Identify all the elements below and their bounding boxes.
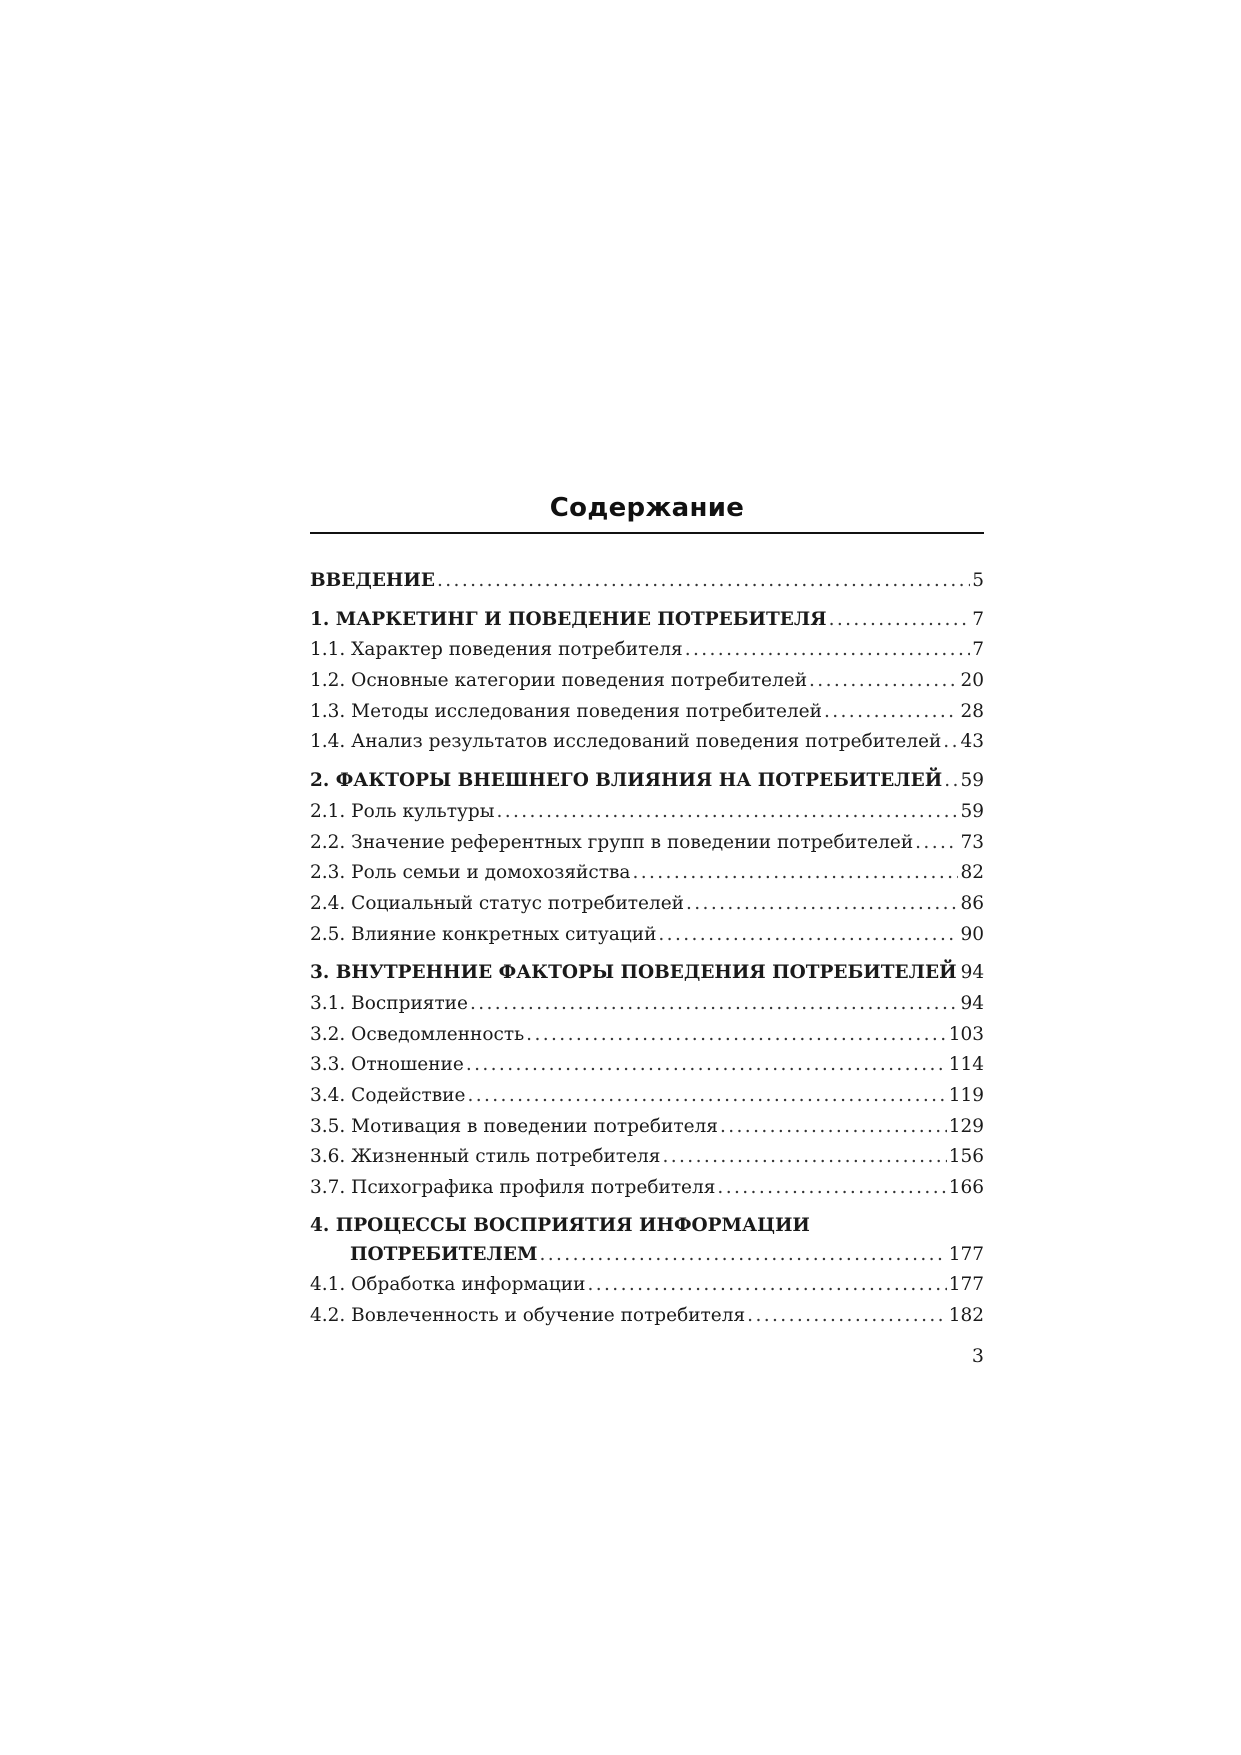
toc-entry[interactable] (310, 989, 984, 1020)
toc-chapter[interactable] (310, 958, 984, 989)
toc-entry-page: 82 (960, 862, 984, 884)
toc-entry-page: 177 (948, 1274, 984, 1296)
toc-entry-label: 2.2. Значение референтных групп в поведении потребителей (310, 831, 914, 853)
dot-leader (717, 1173, 946, 1204)
toc-entry-page: 59 (960, 800, 984, 822)
toc-entry[interactable] (310, 727, 984, 758)
toc-entry[interactable] (310, 1142, 984, 1173)
toc-entry[interactable] (310, 1240, 984, 1271)
toc-entry-label: 3.3. Отношение (310, 1054, 464, 1076)
dot-leader (662, 1142, 946, 1173)
toc-entry-page: 59 (960, 770, 984, 792)
dot-leader (747, 1301, 947, 1332)
toc-entry-label: 1.3. Методы исследования поведения потребителей (310, 700, 822, 722)
toc-entry-page: 103 (948, 1023, 984, 1045)
dot-leader (809, 666, 958, 697)
dot-leader (437, 566, 970, 597)
dot-leader (720, 1112, 947, 1143)
toc-entry-page: 156 (948, 1146, 984, 1168)
toc-entry-label: ВВЕДЕНИЕ (310, 570, 435, 591)
dot-leader (944, 766, 958, 797)
toc-entry[interactable] (310, 697, 984, 728)
dot-leader (632, 858, 958, 889)
toc-entry[interactable] (310, 920, 984, 951)
toc-entry-label: 3.1. Восприятие (310, 992, 468, 1014)
toc-entry-label: 3.5. Мотивация в поведении потребителя (310, 1115, 718, 1137)
toc-entry-page: 86 (960, 892, 984, 914)
toc-entry[interactable] (310, 1173, 984, 1204)
toc-entry-page: 90 (960, 923, 984, 945)
dot-leader (526, 1020, 947, 1051)
toc-entry-label: 3.2. Осведомленность (310, 1023, 525, 1045)
toc-entry[interactable] (310, 635, 984, 666)
toc-entry[interactable] (310, 1301, 984, 1332)
toc-entry-page: 166 (948, 1177, 984, 1199)
dot-leader (539, 1240, 946, 1271)
toc-entry[interactable] (310, 1081, 984, 1112)
toc-entry-label: 3.6. Жизненный стиль потребителя (310, 1146, 661, 1168)
toc-entry-label: 2.4. Социальный статус потребителей (310, 892, 684, 914)
toc-chapter-heading (310, 1212, 984, 1240)
toc-entry[interactable] (310, 1050, 984, 1081)
toc-entry[interactable] (310, 1270, 984, 1301)
toc-entry[interactable] (310, 797, 984, 828)
dot-leader (829, 605, 971, 636)
toc-entry[interactable] (310, 1112, 984, 1143)
toc-entry[interactable] (310, 666, 984, 697)
dot-leader (467, 1081, 946, 1112)
toc-entry-label: 2.1. Роль культуры (310, 800, 495, 822)
toc-entry-page: 94 (960, 992, 984, 1014)
toc-entry-page: 114 (948, 1054, 984, 1076)
toc-entry-page: 119 (948, 1085, 984, 1106)
toc-entry-label: 2.5. Влияние конкретных ситуаций (310, 923, 657, 945)
toc-entry-page: 5 (972, 570, 984, 591)
dot-leader (685, 635, 971, 666)
toc-entry-label: 3.7. Психографика профиля потребителя (310, 1177, 716, 1199)
toc-entry-label: 3. ВНУТРЕННИЕ ФАКТОРЫ ПОВЕДЕНИЯ ПОТРЕБИТЕЛЕЙ (310, 962, 957, 984)
toc-entry-page: 7 (972, 608, 984, 630)
toc-entry-label: 3.4. Содействие (310, 1085, 466, 1106)
toc-entry-label: 4. ПРОЦЕССЫ ВОСПРИЯТИЯ ИНФОРМАЦИИ (310, 1214, 810, 1236)
toc-chapter[interactable] (310, 566, 984, 597)
toc-entry-page: 73 (960, 831, 984, 853)
page-title: Содержание (549, 493, 745, 523)
toc-entry-label: 4.2. Вовлеченность и обучение потребителя (310, 1305, 746, 1327)
toc-chapter[interactable] (310, 766, 984, 797)
toc-entry-label: 1. МАРКЕТИНГ И ПОВЕДЕНИЕ ПОТРЕБИТЕЛЯ (310, 608, 827, 630)
dot-leader (943, 727, 958, 758)
toc-entry-page: 129 (948, 1115, 984, 1137)
toc-entry-label: 1.2. Основные категории поведения потребителей (310, 670, 808, 692)
toc-entry[interactable] (310, 1020, 984, 1051)
dot-leader (466, 1050, 947, 1081)
dot-leader (470, 989, 958, 1020)
dot-leader (658, 920, 958, 951)
dot-leader (824, 697, 959, 728)
toc-entry-page: 7 (972, 639, 984, 661)
toc-entry-label: 4.1. Обработка информации (310, 1274, 586, 1296)
toc-entry-page: 20 (960, 670, 984, 692)
toc-entry[interactable] (310, 858, 984, 889)
toc-chapter[interactable] (310, 605, 984, 636)
toc-entry-label: 2. ФАКТОРЫ ВНЕШНЕГО ВЛИЯНИЯ НА ПОТРЕБИТЕЛЕЙ (310, 770, 943, 792)
dot-leader (587, 1270, 946, 1301)
toc-entry-label: ПОТРЕБИТЕЛЕМ (350, 1243, 538, 1265)
toc-entry-page: 28 (960, 700, 984, 722)
toc-entry-label: 1.4. Анализ результатов исследований поведения потребителей (310, 731, 942, 753)
toc-entry[interactable] (310, 889, 984, 920)
table-of-contents (310, 566, 984, 1332)
toc-entry-label: 1.1. Характер поведения потребителя (310, 639, 683, 661)
dot-leader (496, 797, 958, 828)
page-number: 3 (971, 1345, 984, 1367)
title-divider (310, 532, 984, 534)
toc-entry-label: 2.3. Роль семьи и домохозяйства (310, 862, 631, 884)
toc-entry-page: 94 (960, 962, 985, 984)
dot-leader (915, 828, 958, 859)
toc-entry-page: 182 (948, 1305, 984, 1327)
dot-leader (686, 889, 958, 920)
toc-entry[interactable] (310, 828, 984, 859)
toc-entry-page: 177 (948, 1243, 984, 1265)
toc-entry-page: 43 (960, 731, 984, 753)
